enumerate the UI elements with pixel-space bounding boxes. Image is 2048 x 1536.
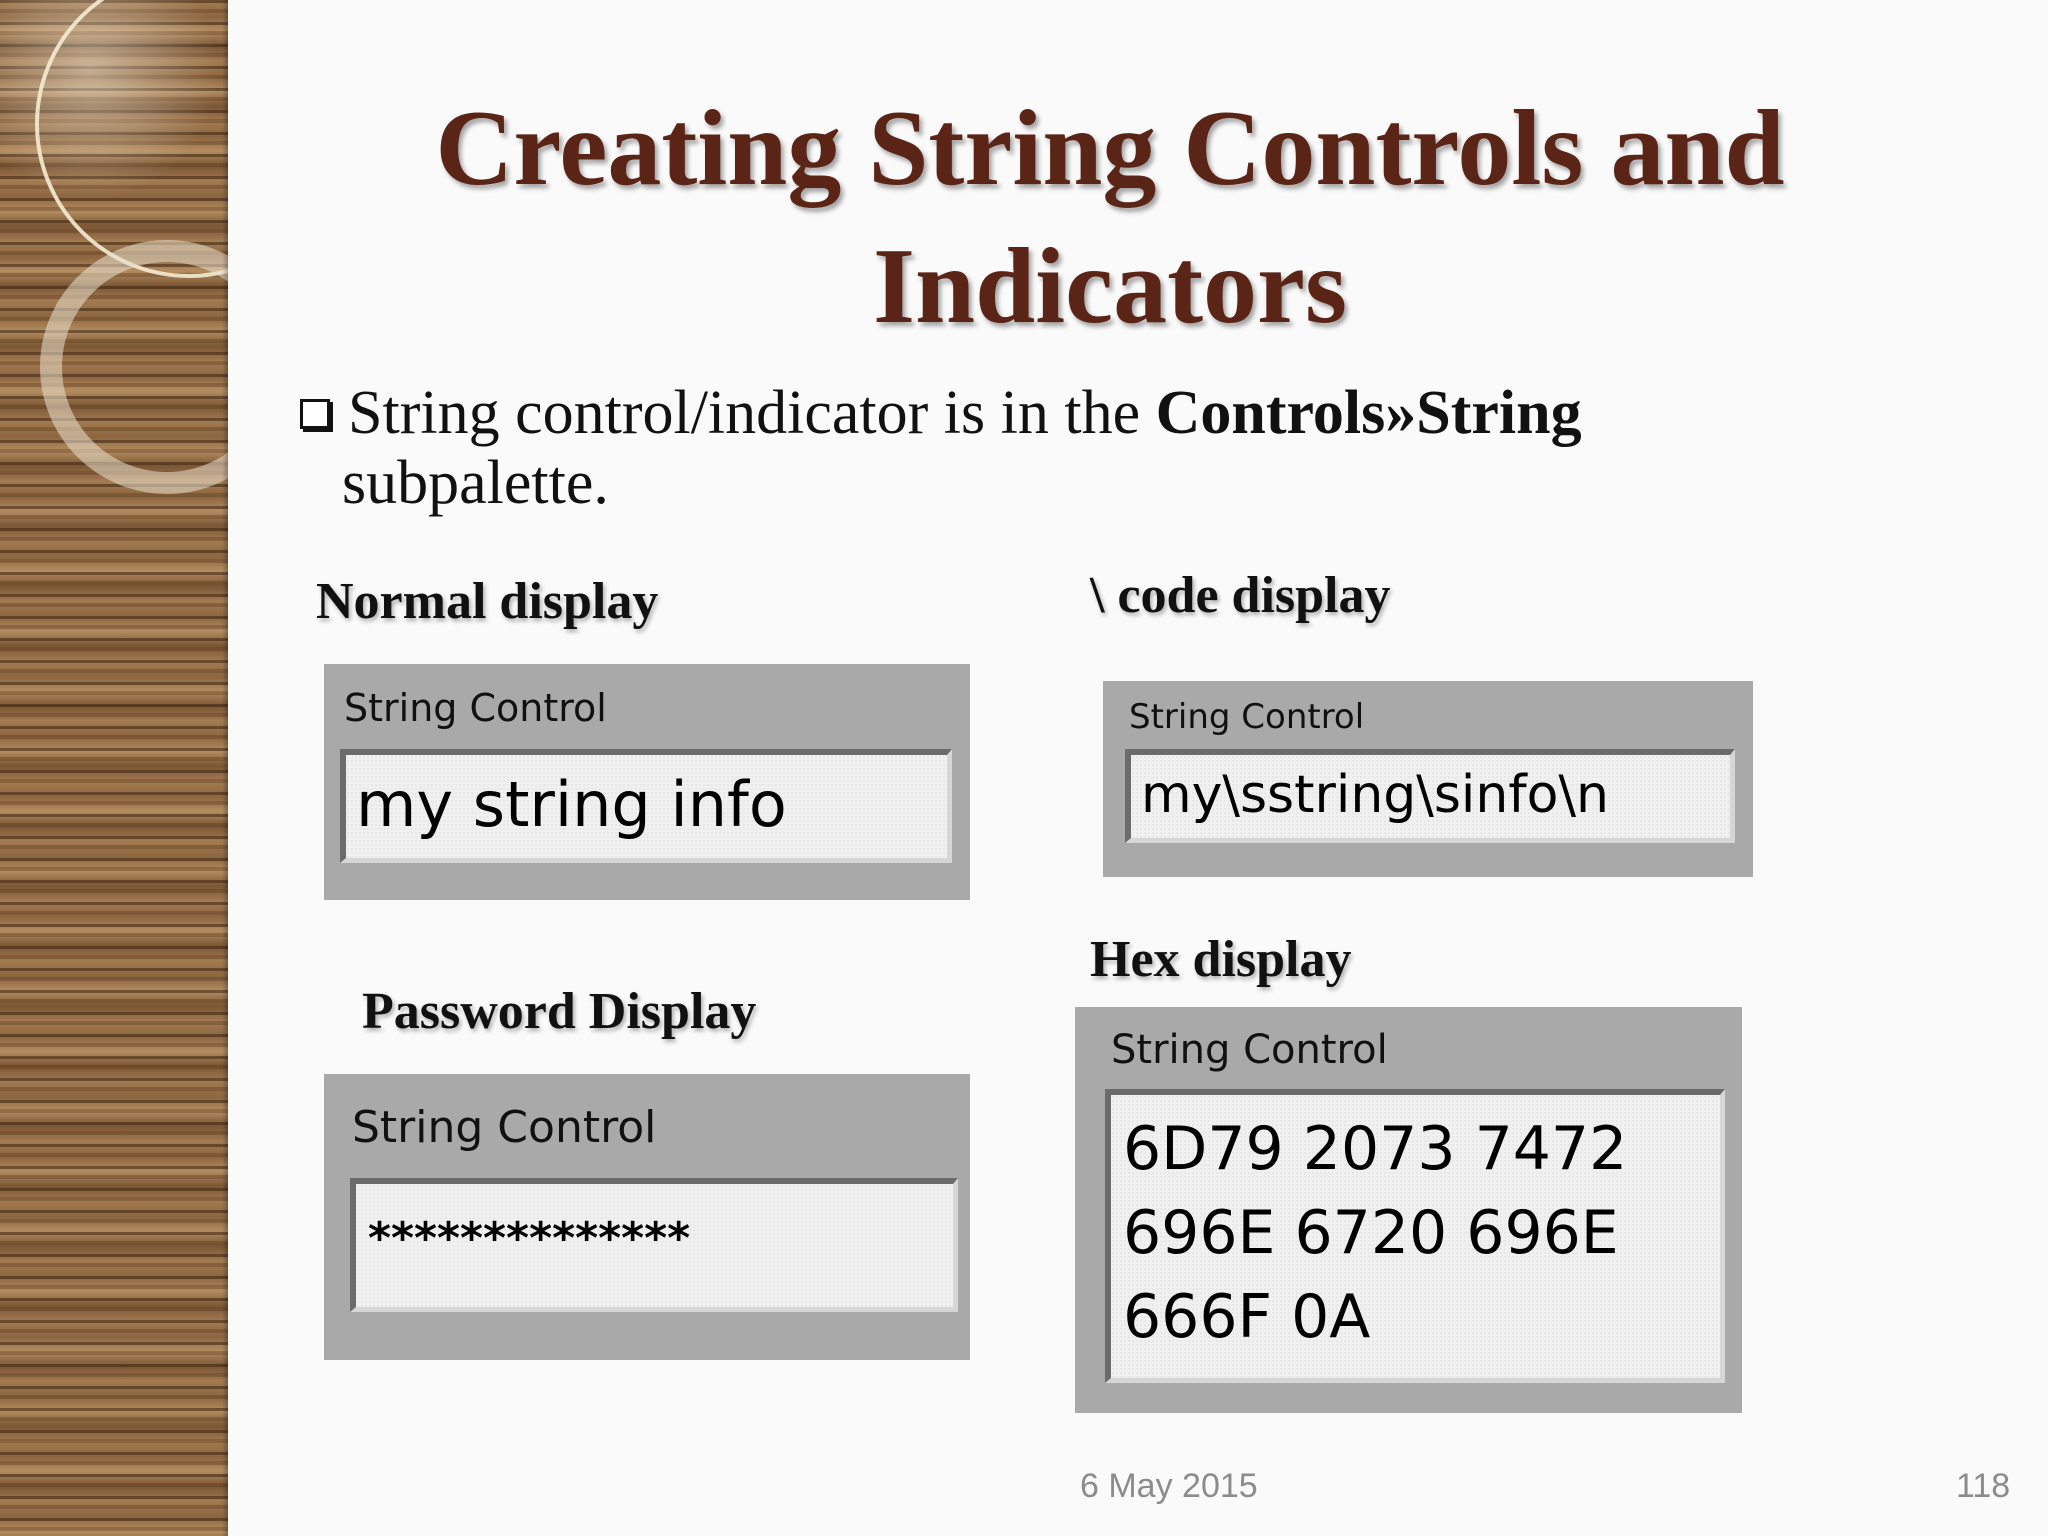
- caption-password-display: Password Display: [362, 983, 757, 1040]
- bullet-line-2: subpalette.: [342, 449, 609, 517]
- bullet-line-1: [300, 378, 2000, 448]
- wood-sidebar-decoration: [0, 0, 228, 1536]
- checkbox-bullet-icon: [300, 399, 330, 429]
- code-display-panel: [1103, 681, 1753, 877]
- normal-string-control-label: String Control: [344, 686, 607, 730]
- bullet-text: String control/indicator is in the: [348, 379, 1156, 447]
- password-string-field[interactable]: **************: [350, 1178, 958, 1312]
- normal-string-field[interactable]: my string info: [340, 749, 952, 863]
- bullet-bold-text: Controls»String: [1155, 379, 1582, 447]
- password-string-control-label: String Control: [352, 1102, 657, 1153]
- ring-decoration-large: [35, 0, 228, 278]
- ring-decoration-small: [40, 240, 228, 494]
- title-line-2: Indicators: [872, 227, 1348, 346]
- caption-hex-display: Hex display: [1090, 931, 1352, 988]
- password-display-panel: [324, 1074, 970, 1360]
- caption-normal-display: Normal display: [316, 573, 659, 630]
- title-line-1: Creating String Controls and: [435, 89, 1785, 208]
- code-string-field[interactable]: my\sstring\sinfo\n: [1125, 749, 1735, 843]
- code-string-control-label: String Control: [1129, 697, 1365, 737]
- hex-display-panel: [1075, 1007, 1742, 1413]
- hex-string-control-label: String Control: [1111, 1027, 1388, 1073]
- normal-display-panel: [324, 664, 970, 900]
- slide-page-number: 118: [1956, 1467, 2011, 1505]
- caption-code-display: \ code display: [1090, 567, 1391, 624]
- slide-date: 6 May 2015: [1080, 1467, 1258, 1505]
- slide-title: [300, 80, 1920, 356]
- bullet-point: [300, 378, 2000, 518]
- hex-string-field[interactable]: 6D79 2073 7472 696E 6720 696E 666F 0A: [1105, 1089, 1725, 1383]
